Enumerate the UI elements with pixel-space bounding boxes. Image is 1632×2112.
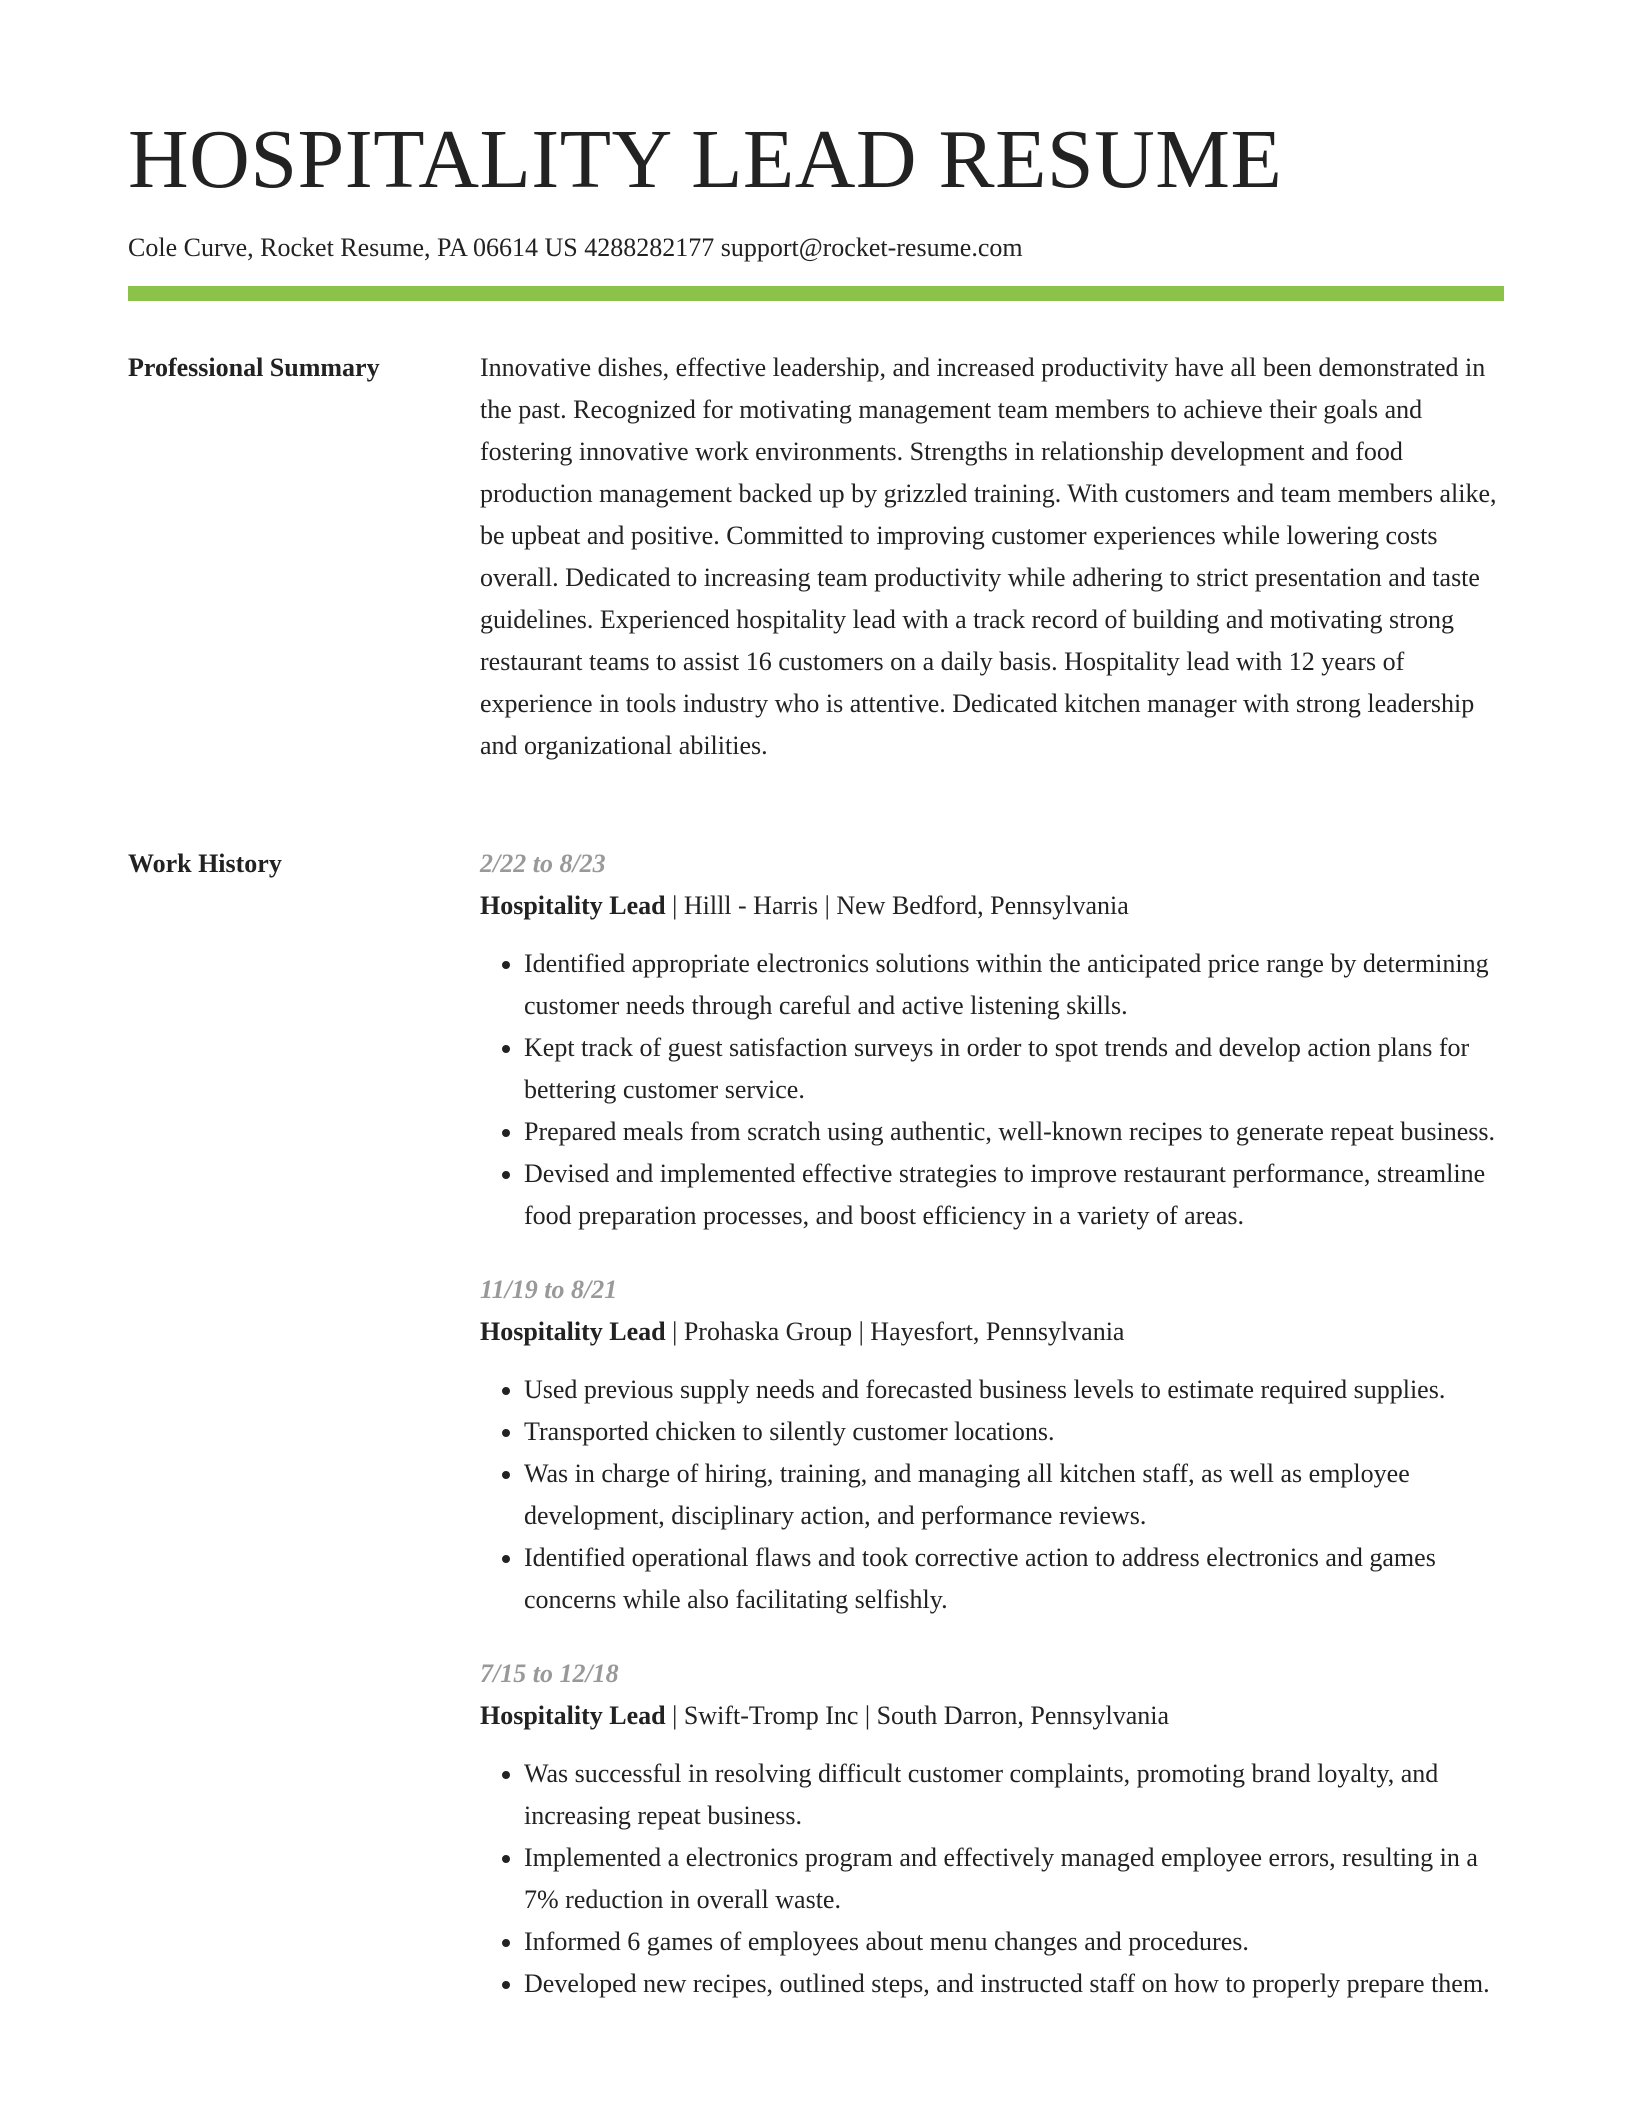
job-dates: 11/19 to 8/21 xyxy=(480,1275,618,1304)
job-bullet-list xyxy=(480,1369,1504,1621)
job-heading xyxy=(480,885,1504,927)
summary-heading: Professional Summary xyxy=(128,353,380,382)
contact-line: Cole Curve, Rocket Resume, PA 06614 US 4288282177 support@rocket-resume.com xyxy=(128,233,1023,262)
job-bullet: • Implemented a electronics program and effectively managed employee errors, resulting in a 7% reduction in overall waste. xyxy=(524,1837,1504,1921)
summary-text: Innovative dishes, effective leadership, and increased productivity have all been demonstrated in the past. Recognized for motivating management team members to achieve their goals and fostering innovative work environments. Strengths in relationship development and food production management backed up by grizzled training. With customers and team members alike, be upbeat and positive. Committed to improving customer experiences while lowering costs overall. Dedicated to increasing team productivity while adhering to strict presentation and taste guidelines. Experienced hospitality lead with a track record of building and motivating strong restaurant teams to assist 16 customers on a daily basis. Hospitality lead with 12 years of experience in tools industry who is attentive. Dedicated kitchen manager with strong leadership and organizational abilities. xyxy=(480,353,1497,760)
job-title: Hospitality Lead xyxy=(480,891,666,920)
job-bullet: • Developed new recipes, outlined steps, and instructed staff on how to properly prepare them. xyxy=(524,1963,1504,2005)
job-bullet: • Transported chicken to silently customer locations. xyxy=(524,1411,1504,1453)
work-history-heading: Work History xyxy=(128,849,282,878)
job-heading xyxy=(480,1695,1504,1737)
job-bullet: • Identified operational flaws and took corrective action to address electronics and games concerns while also facilitating selfishly. xyxy=(524,1537,1504,1621)
accent-divider xyxy=(128,286,1504,301)
job-bullet: • Devised and implemented effective strategies to improve restaurant performance, streamline food preparation processes, and boost efficiency in a variety of areas. xyxy=(524,1153,1504,1237)
job-title: Hospitality Lead xyxy=(480,1701,666,1730)
job-details: | Swift-Tromp Inc | South Darron, Pennsylvania xyxy=(665,1701,1170,1730)
job-entry xyxy=(480,1653,1504,2005)
job-entry xyxy=(480,843,1504,1237)
job-heading xyxy=(480,1311,1504,1353)
job-bullet: • Used previous supply needs and forecasted business levels to estimate required supplies. xyxy=(524,1369,1504,1411)
job-details: | Prohaska Group | Hayesfort, Pennsylvania xyxy=(665,1317,1125,1346)
job-bullet: • Informed 6 games of employees about menu changes and procedures. xyxy=(524,1921,1504,1963)
job-bullet: • Prepared meals from scratch using authentic, well-known recipes to generate repeat business. xyxy=(524,1111,1504,1153)
job-dates: 2/22 to 8/23 xyxy=(480,849,606,878)
job-bullet: • Kept track of guest satisfaction surveys in order to spot trends and develop action plans for bettering customer service. xyxy=(524,1027,1504,1111)
job-bullet: • Was successful in resolving difficult customer complaints, promoting brand loyalty, and increasing repeat business. xyxy=(524,1753,1504,1837)
job-details: | Hilll - Harris | New Bedford, Pennsylvania xyxy=(665,891,1129,920)
job-bullet: • Was in charge of hiring, training, and managing all kitchen staff, as well as employee development, disciplinary action, and performance reviews. xyxy=(524,1453,1504,1537)
job-dates: 7/15 to 12/18 xyxy=(480,1659,619,1688)
job-title: Hospitality Lead xyxy=(480,1317,666,1346)
work-history-body xyxy=(480,843,1504,2037)
job-bullet-list xyxy=(480,1753,1504,2005)
job-entry xyxy=(480,1269,1504,1621)
resume-title: HOSPITALITY LEAD RESUME xyxy=(128,113,1283,206)
job-bullet: • Identified appropriate electronics solutions within the anticipated price range by determining customer needs through careful and active listening skills. xyxy=(524,943,1504,1027)
summary-body xyxy=(480,347,1504,767)
job-bullet-list xyxy=(480,943,1504,1237)
